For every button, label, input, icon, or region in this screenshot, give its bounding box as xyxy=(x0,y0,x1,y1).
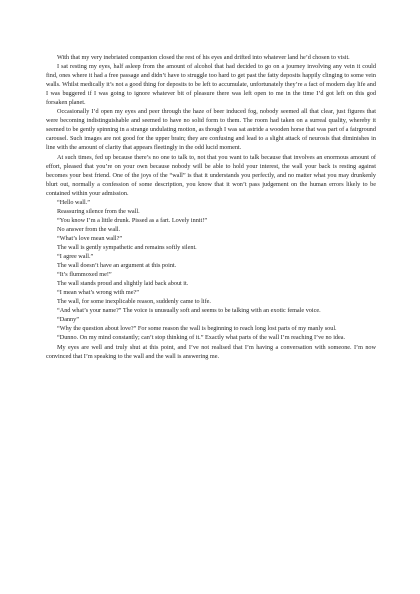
dialogue-line: “And what’s your name?” The voice is unusually soft and seems to be talking with an exotic female voice. xyxy=(57,307,321,315)
narration-line: Reassuring silence from the wall. xyxy=(57,207,140,215)
narration-line: The wall stands proud and slightly laid back about it. xyxy=(57,280,189,288)
narration-line: The wall, for some inexplicable reason, suddenly came to life. xyxy=(57,298,211,306)
dialogue-line: “Danny” xyxy=(57,316,79,324)
dialogue-line: “I mean what’s wrong with me?” xyxy=(57,289,139,297)
paragraph-2: I sat resting my eyes, half asleep from the amount of alcohol that had decided to go on a journey involving any vein it could find, ones where it had a free passage and didn’t have to struggle too hard to get past the fatty deposits happily clinging to some vein walls. Whilst medically it’s not a good thing for deposits to be left to accumulate, unfortunately they’re a fact of modern day life and I was buggered if I was going to ignore whatever bit of pleasure there was left open to me in the time I’d got left on this god forsaken planet. xyxy=(46,63,376,107)
dialogue-line: “Dunno. On my mind constantly; can’t stop thinking of it.” Exactly what parts of the wall I’m reaching I’ve no idea. xyxy=(57,334,346,342)
narration-line: The wall is gently sympathetic and remains softly silent. xyxy=(57,243,197,251)
paragraph-1: With that my very inebriated companion closed the rest of his eyes and drifted into whatever land he’d chosen to visit. xyxy=(57,54,350,61)
dialogue-line: “You know I’m a little drunk. Pissed as a fart. Lovely innit!” xyxy=(57,216,208,224)
dialogue-line: “It’s flummoxed me!” xyxy=(57,271,112,279)
dialogue-line: “I agree wall.” xyxy=(57,253,94,261)
narration-line: The wall doesn’t have an argument at this point. xyxy=(57,262,177,270)
dialogue-line: “Why the question about love?” For some reason the wall is beginning to reach long lost parts of my manly soul. xyxy=(57,325,337,333)
paragraph-3: Occasionally I’d open my eyes and peer through the haze of beer induced fog, nobody seemed all that clear, just figures that were becoming indistinguishable and seemed to have no solid form to them. The room had taken on a surreal quality, whereby it seemed to be gently spinning in a strange undulating motion, as though I was sat astride a wooden horse that was part of a fairground carousel. Such images are not good for the upper brain; they are confusing and lead to a slight attack of neurosis that diminishes in line with the amount of clarity that appears fleetingly in the odd lucid moment. xyxy=(46,108,376,152)
paragraph-4: At such times, fed up because there’s no one to talk to, not that you want to talk because that involves an enormous amount of effort, pleased that you’re on your own because nobody will be able to hold your interest, the wall your back is resting against becomes your best friend. One of the joys of the “wall” is that it understands you perfectly, and no matter what you may drunkenly blurt out, normally a confession of some description, you know that it won’t pass judgement on the human errors likely to be contained within your admission. xyxy=(46,153,376,197)
dialogue-line: “What’s love mean wall?” xyxy=(57,234,123,242)
document-page xyxy=(46,53,376,361)
paragraph-final: My eyes are well and truly shut at this point, and I’ve not realised that I’m having a conversation with someone. I’m now convinced that I’m speaking to the wall and the wall is answering me. xyxy=(46,343,376,360)
dialogue-line: “Hello wall.” xyxy=(57,198,90,206)
narration-line: No answer from the wall. xyxy=(57,225,121,233)
